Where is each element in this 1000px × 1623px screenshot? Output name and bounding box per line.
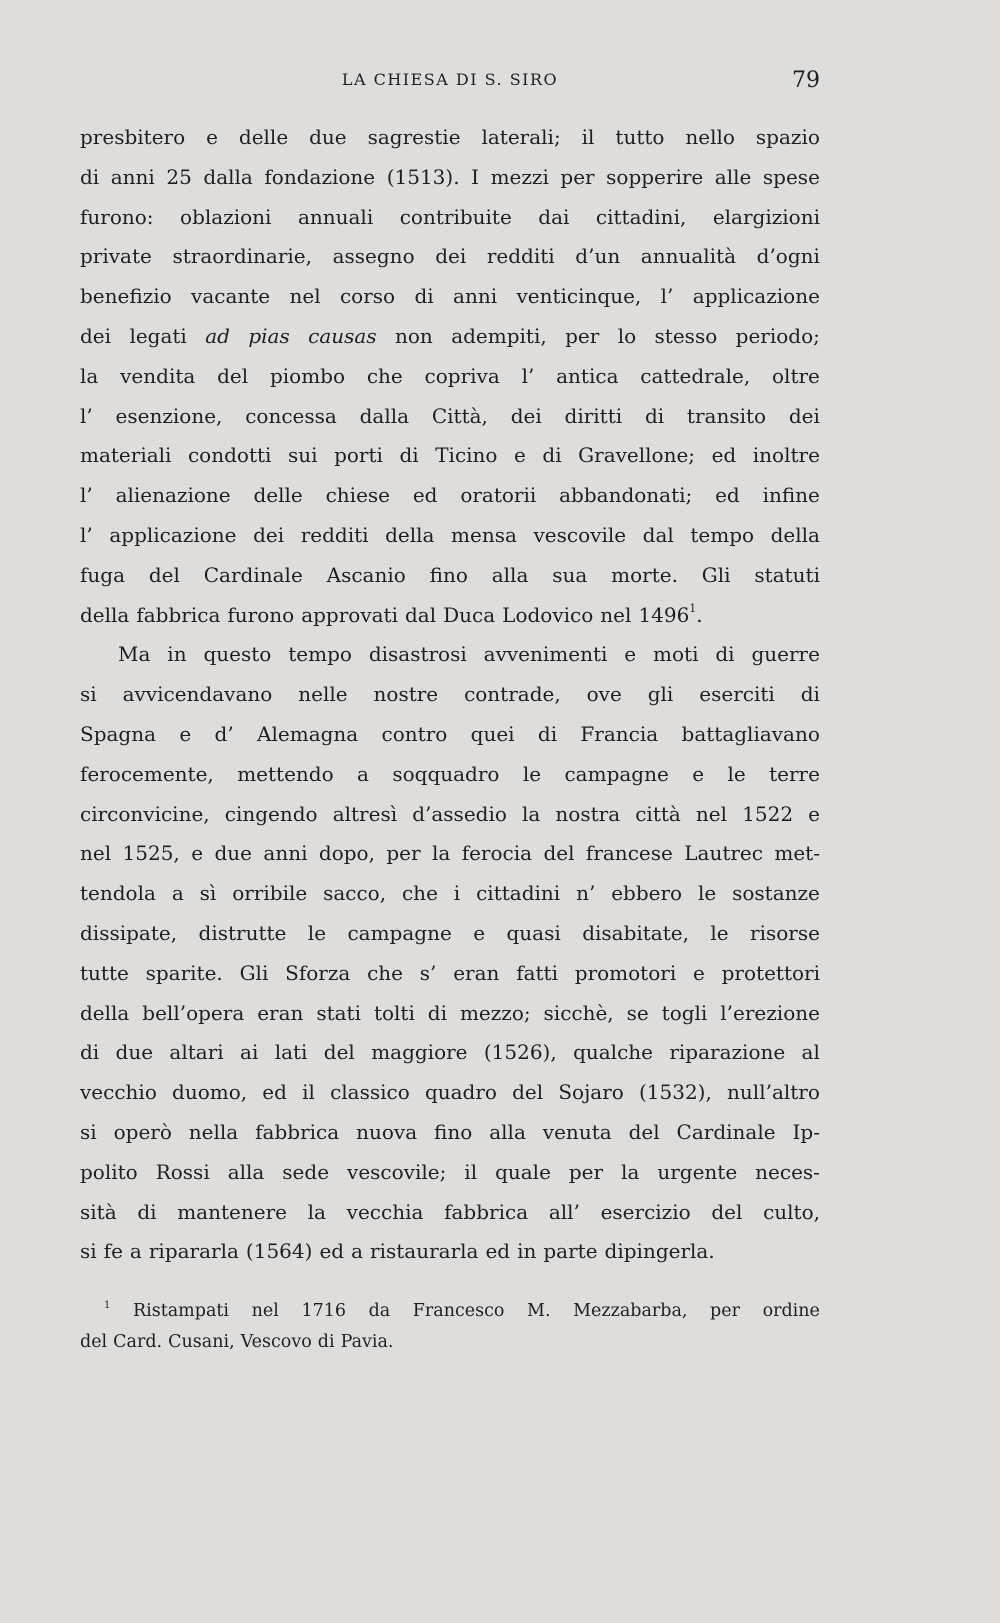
- text-line: di due altari ai lati del maggiore (1526), qualche riparazione al: [80, 1040, 820, 1065]
- text-line: furono: oblazioni annuali contribuite dai cittadini, elargizioni: [80, 204, 820, 229]
- text-line: l’ applicazione dei redditi della mensa vescovile dal tempo della: [80, 522, 820, 547]
- footnotes: [80, 1296, 820, 1358]
- text-line: benefizio vacante nel corso di anni venticinque, l’ applicazione: [80, 284, 820, 309]
- text-line: si fe a ripararla (1564) ed a ristaurarla ed in parte dipingerla.: [80, 1239, 715, 1264]
- text-line: l’ esenzione, concessa dalla Città, dei diritti di transito dei: [80, 403, 820, 428]
- text-line: fuga del Cardinale Ascanio fino alla sua morte. Gli statuti: [80, 562, 820, 587]
- text-line: si operò nella fabbrica nuova fino alla venuta del Cardinale Ip-: [80, 1119, 820, 1144]
- text-line: materiali condotti sui porti di Ticino e di Gravellone; ed inoltre: [80, 443, 820, 468]
- text-line: della fabbrica furono approvati dal Duca Lodovico nel 1496$^1$.: [80, 601, 703, 627]
- footnote-line: $^1$ Ristampati nel 1716 da Francesco M. Mezzabarba, per ordine: [104, 1300, 820, 1321]
- text-line: Ma in questo tempo disastrosi avvenimenti e moti di guerre: [118, 642, 820, 667]
- page-number: 79: [792, 68, 820, 93]
- text-line: sità di mantenere la vecchia fabbrica all’ esercizio del culto,: [80, 1199, 820, 1224]
- text-line: Spagna e d’ Alemagna contro quei di Francia battagliavano: [80, 721, 820, 746]
- text-line: dissipate, distrutte le campagne e quasi disabitate, le risorse: [80, 920, 820, 945]
- footnote-marker: 1: [689, 601, 697, 615]
- text-line: l’ alienazione delle chiese ed oratorii abbandonati; ed infine: [80, 483, 820, 508]
- running-head: [80, 68, 820, 100]
- text-line: polito Rossi alla sede vescovile; il quale per la urgente neces-: [80, 1159, 820, 1184]
- text-line: presbitero e delle due sagrestie laterali; il tutto nello spazio: [80, 125, 820, 149]
- text-line: tendola a sì orribile sacco, che i cittadini n’ ebbero le sostanze: [80, 881, 820, 906]
- text-line: di anni 25 dalla fondazione (1513). I mezzi per sopperire alle spese: [80, 164, 820, 189]
- running-title: LA CHIESA DI S. SIRO: [341, 70, 559, 89]
- text-line: circonvicine, cingendo altresì d’assedio la nostra città nel 1522 e: [80, 801, 820, 826]
- footnote-marker: 1: [104, 1300, 111, 1311]
- text-line: private straordinarie, assegno dei redditi d’un annualità d’ogni: [80, 244, 820, 269]
- body-text: [80, 118, 820, 1272]
- text-line: tutte sparite. Gli Sforza che s’ eran fatti promotori e protettori: [80, 960, 820, 985]
- text-line: ferocemente, mettendo a soqquadro le campagne e le terre: [80, 761, 820, 786]
- text-line: della bell’opera eran stati tolti di mezzo; sicchè, se togli l’erezione: [80, 1000, 820, 1025]
- text-line: nel 1525, e due anni dopo, per la ferocia del francese Lautrec met-: [80, 841, 820, 866]
- text-line: vecchio duomo, ed il classico quadro del Sojaro (1532), null’altro: [80, 1080, 820, 1105]
- text-line: si avvicendavano nelle nostre contrade, ove gli eserciti di: [80, 682, 820, 707]
- text-line: la vendita del piombo che copriva l’ antica cattedrale, oltre: [80, 363, 820, 388]
- footnote-line: del Card. Cusani, Vescovo di Pavia.: [80, 1332, 394, 1352]
- text-line: dei legati ad pias causas non adempiti, per lo stesso periodo;: [80, 323, 820, 348]
